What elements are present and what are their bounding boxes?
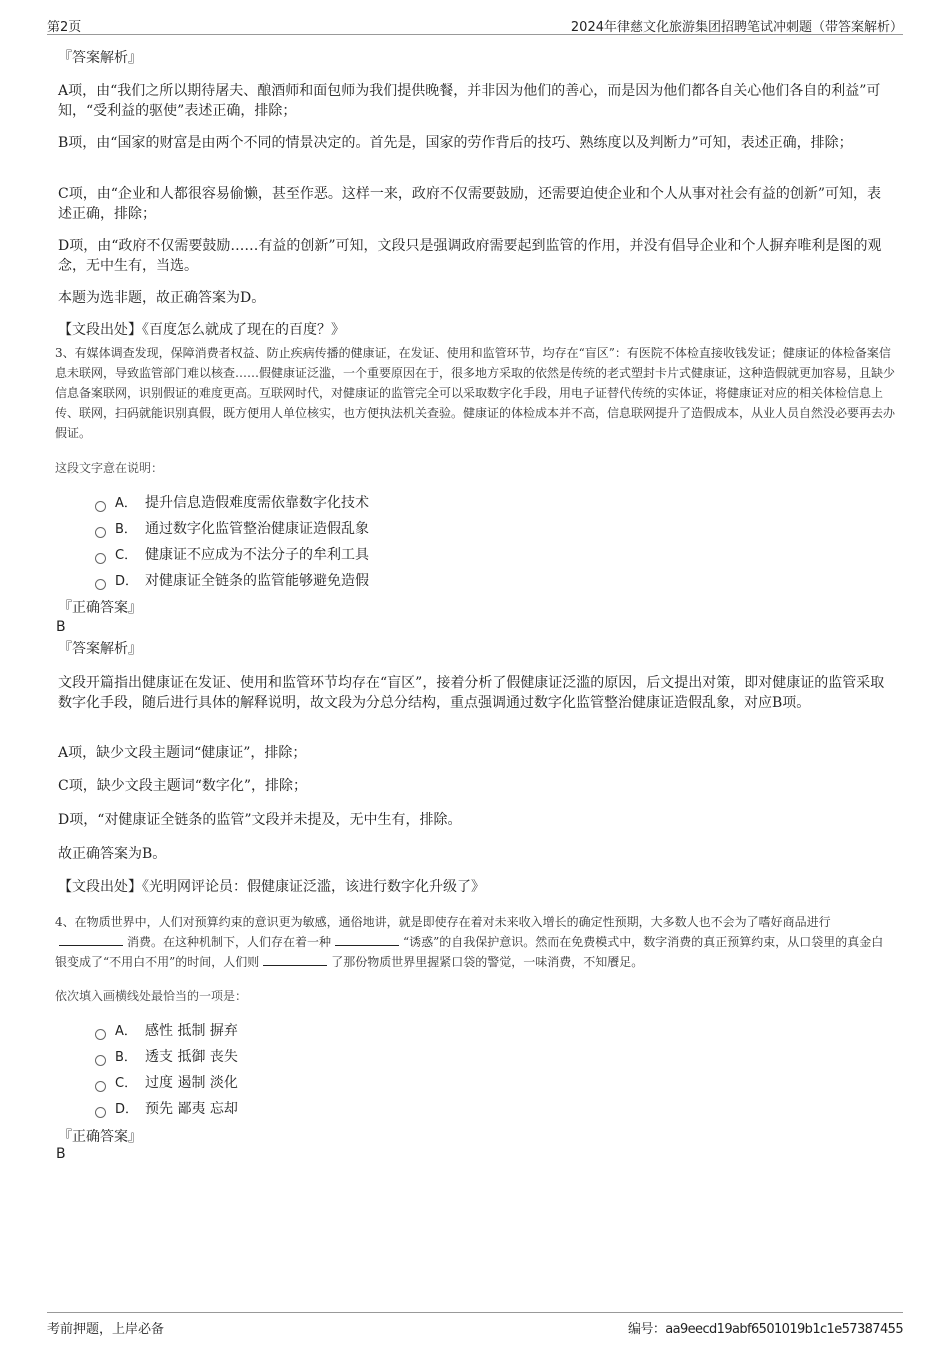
q3-source: 【文段出处】《光明网评论员：假健康证泛滥，该进行数字化升级了》 xyxy=(58,879,485,895)
page-footer xyxy=(47,1312,903,1337)
radio-icon[interactable] xyxy=(95,527,106,538)
q2-analysis-d: D项，由“政府不仅需要鼓励……有益的创新”可知，文段只是强调政府需要起到监管的作用，并没有倡导企业和个人摒弃唯利是图的观念，无中生有，当选。 xyxy=(58,238,882,274)
q4-text: 4、在物质世界中，人们对预算约束的意识更为敏感，通俗地讲，就是即使存在着对未来收入增长的确定性预期，大多数人也不会为了嗜好商品进行消费。在这种机制下，人们存在着一种 “诱惑”的自我保护意识。然而在免费模式中，数字消费的真正预算约束，从口袋里的真金白银变成了“不用白不用”的时间，人们则 了那份物质世界里握紧口袋的警觉，一味消费，不知餍足。 xyxy=(55,915,884,969)
fill-blank-3 xyxy=(263,953,327,966)
q3-analysis-label: 『答案解析』 xyxy=(58,641,142,657)
q2-conclusion: 本题为选非题，故正确答案为D。 xyxy=(58,290,266,306)
q3-analysis-c: C项，缺少文段主题词“数字化”，排除； xyxy=(58,778,308,794)
q3-text: 3、有媒体调查发现，保障消费者权益、防止疾病传播的健康证，在发证、使用和监管环节，均存在“盲区”：有医院不体检直接收钱发证；健康证的体检备案信息未联网，导致监管部门难以核查……假健康证泛滥，一个重要原因在于，很多地方采取的依然是传统的老式塑封卡片式健康证，这种造假就更加容易，且缺少信息备案联网，识别假证的难度更高。互联网时代，对健康证的监管完全可以采取数字化手段，用电子证替代传统的实体证，将健康证对应的相关体检信息上传、联网，扫码就能识别真假，既方便用人单位核实，也方便执法机关查验。健康证的体检成本并不高，信息联网提升了造假成本，从业人员自然没必要再去办假证。 xyxy=(55,346,896,440)
q4-option-b[interactable]: B． 透支 抵御 丧失 xyxy=(95,1047,238,1067)
q4-option-a[interactable]: A． 感性 抵制 摒弃 xyxy=(95,1021,238,1041)
q4-option-d[interactable]: D． 预先 鄙夷 忘却 xyxy=(95,1099,238,1119)
radio-icon[interactable] xyxy=(95,553,106,564)
q4-correct-answer: B xyxy=(56,1146,66,1162)
q3-correct-answer: B xyxy=(56,619,66,635)
fill-blank-1 xyxy=(59,933,123,946)
radio-icon[interactable] xyxy=(95,501,106,512)
q2-analysis-c: C项，由“企业和人都很容易偷懒，甚至作恶。这样一来，政府不仅需要鼓励，还需要迫使企业和个人从事对社会有益的创新”可知，表述正确，排除； xyxy=(58,186,882,222)
page-header xyxy=(47,12,903,35)
q2-analysis-b: B项，由“国家的财富是由两个不同的情景决定的。首先是，国家的劳作背后的技巧、熟练度以及判断力”可知，表述正确，排除； xyxy=(58,135,853,151)
radio-icon[interactable] xyxy=(95,1055,106,1066)
radio-icon[interactable] xyxy=(95,1029,106,1040)
q3-option-c[interactable]: C． 健康证不应成为不法分子的牟利工具 xyxy=(95,545,369,565)
q2-analysis-label: 『答案解析』 xyxy=(58,50,142,66)
q3-prompt: 这段文字意在说明： xyxy=(55,461,164,475)
q3-analysis-d: D项，“对健康证全链条的监管”文段并未提及，无中生有，排除。 xyxy=(58,812,462,828)
q3-correct-label: 『正确答案』 xyxy=(58,600,142,616)
document-title: 2024年律慈文化旅游集团招聘笔试冲刺题（带答案解析） xyxy=(570,20,903,35)
q4-option-c[interactable]: C． 过度 遏制 淡化 xyxy=(95,1073,238,1093)
q3-option-a[interactable]: A． 提升信息造假难度需依靠数字化技术 xyxy=(95,493,369,513)
footer-slogan: 考前押题，上岸必备 xyxy=(47,1322,165,1337)
q3-conclusion: 故正确答案为B。 xyxy=(58,846,167,862)
q2-source: 【文段出处】《百度怎么就成了现在的百度？》 xyxy=(58,322,345,338)
q2-analysis-a: A项，由“我们之所以期待屠夫、酿酒师和面包师为我们提供晚餐，并非因为他们的善心，而是因为他们都各自关心他们各自的利益”可知，“受利益的驱使”表述正确，排除； xyxy=(58,83,881,119)
radio-icon[interactable] xyxy=(95,1107,106,1118)
q3-analysis-a: A项，缺少文段主题词“健康证”，排除； xyxy=(58,745,307,761)
fill-blank-2 xyxy=(335,933,399,946)
radio-icon[interactable] xyxy=(95,1081,106,1092)
page-number: 第2页 xyxy=(47,20,82,35)
q4-prompt: 依次填入画横线处最恰当的一项是： xyxy=(55,989,248,1003)
q3-analysis: 文段开篇指出健康证在发证、使用和监管环节均存在“盲区”，接着分析了假健康证泛滥的原因，后文提出对策，即对健康证的监管采取数字化手段，随后进行具体的解释说明，故文段为分总分结构，重点强调通过数字化监管整治健康证造假乱象，对应B项。 xyxy=(58,675,885,711)
q4-correct-label: 『正确答案』 xyxy=(58,1129,142,1145)
document-id: 编号：aa9eecd19abf6501019b1c1e57387455 xyxy=(628,1322,903,1337)
q3-option-d[interactable]: D． 对健康证全链条的监管能够避免造假 xyxy=(95,571,369,591)
q3-option-b[interactable]: B． 通过数字化监管整治健康证造假乱象 xyxy=(95,519,369,539)
radio-icon[interactable] xyxy=(95,579,106,590)
